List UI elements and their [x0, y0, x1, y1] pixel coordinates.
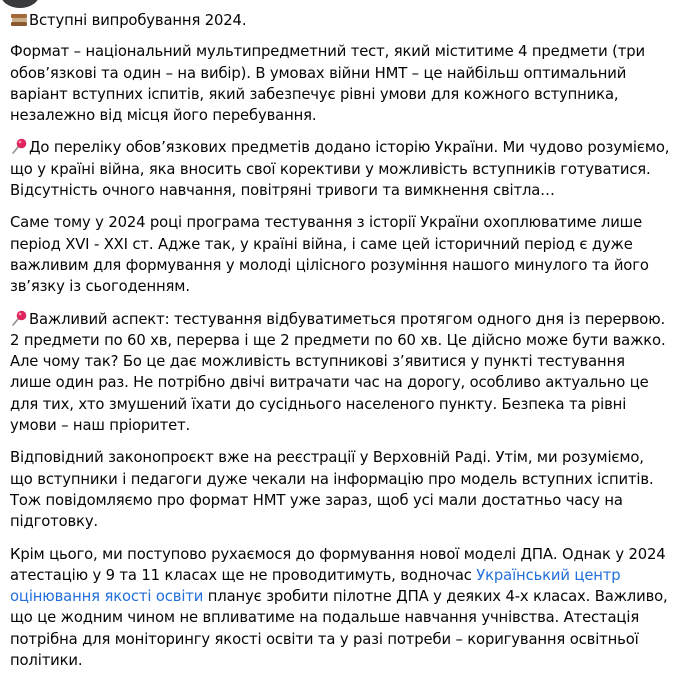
paragraph-dpa-text-before: Крім цього, ми поступово рухаємося до формування нової моделі ДПА. Однак у 2024 атестацію у 9 та 11 класах ще не проводитимуть, водночас — [10, 545, 666, 584]
ucoyo-link[interactable]: Український центр оцінювання якості освіти — [10, 566, 621, 606]
post-text — [10, 10, 670, 682]
pushpin-icon — [10, 138, 29, 154]
paragraph-schedule-text: Важливий аспект: тестування відбуватиметься протягом одного дня із перервою. 2 предмети по 60 хв, перерва і ще 2 предмети по 60 хв. Це дійсно може бути важко. Але чому так? Бо це дає можливість вступникові з’явитися у пункті тестування лише один раз. Не потрібно двічі витрачати час на дорогу, особливо актуально це для тих, хто змушений їхати до сусіднього населеного пункту. Безпека та рівні умови – наш пріоритет. — [10, 310, 666, 435]
paragraph-history-text: До переліку обов’язкових предметів додано історію України. Ми чудово розуміємо, що у країні війна, яка вносить свої корективи у можливість вступників готуватися. Відсутність очного навчання, повітряні тривоги та вимкнення світла… — [10, 139, 670, 200]
books-icon — [10, 11, 29, 27]
pushpin-icon — [10, 310, 29, 326]
paragraph-dpa-text-after: планує зробити пілотне ДПА у деяких 4-х класах. Важливо, що це жодним чином не впливатиме на подальше навчання учнівства. Атестація потрібна для моніторингу якості освіти та у разі потреби – коригування освітньої політики. — [10, 588, 668, 670]
heading-text: Вступні випробування 2024. — [29, 12, 247, 29]
paragraph-history — [10, 137, 670, 201]
paragraph-period: Саме тому у 2024 році програма тестування з історії України охоплюватиме лише період XVI - XXI ст. Адже так, у країні війна, і саме цей історичний період є дуже важливим для формування у молоді цілісного розуміння нашого минулого та його зв’язку із сьогоденням. — [10, 214, 649, 296]
post-heading — [10, 10, 670, 31]
paragraph-schedule — [10, 309, 670, 437]
paragraph-law: Відповідний законопроєкт вже на реєстрації у Верховній Раді. Утім, ми розуміємо, що вступники і педагоги дуже чекали на інформацію про модель вступних іспитів. Тож повідомляємо про формат НМТ уже зараз, щоб усі мали достатньо часу на підготовку. — [10, 449, 654, 531]
paragraph-dpa — [10, 544, 670, 672]
avatar[interactable] — [0, 0, 40, 8]
paragraph-format: Формат – національний мультипредметний тест, який міститиме 4 предмети (три обов’язкові та один – на вибір). В умовах війни НМТ – це найбільш оптимальний варіант вступних іспитів, який забезпечує рівні умови для кожного вступника, незалежно від місця його перебування. — [10, 43, 645, 125]
